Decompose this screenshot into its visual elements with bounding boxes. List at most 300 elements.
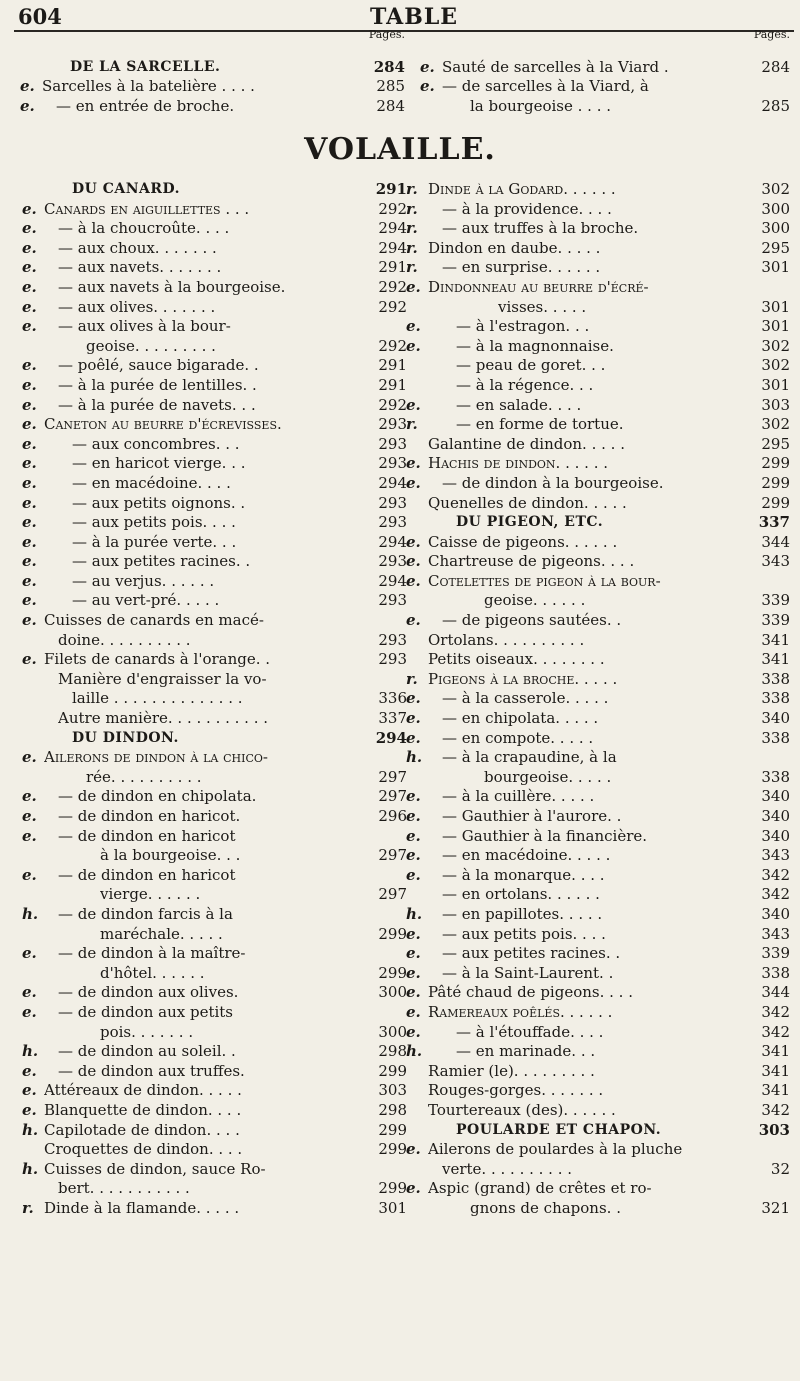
page-ref: 293 [378,513,407,532]
page-ref: 297 [378,846,407,865]
entry-text: — de dindon en haricot [58,826,236,845]
index-entry [406,670,790,690]
page-ref: 302 [761,415,790,434]
index-entry [22,631,407,651]
page-ref: 338 [761,767,790,786]
entry-text: — à la purée de navets. . . [58,395,256,414]
entry-marker: h. [406,1042,423,1061]
entry-text: — en entrée de broche. [56,96,235,115]
page-ref: 344 [761,983,790,1002]
entry-text: — en marinade. . . [456,1042,596,1061]
entry-marker: e. [22,1061,37,1080]
entry-text: — au vert-pré. . . . . [72,591,220,610]
index-entry [406,787,790,807]
index-entry [22,1081,407,1101]
entry-marker: h. [406,748,423,767]
page-ref: 299 [378,963,407,982]
heading-text: DU CANARD. [72,181,181,197]
page-ref: 300 [761,219,790,238]
entry-text: — de dindon farcis à la [58,904,233,923]
page-ref: 300 [761,199,790,218]
entry-text: geoise. . . . . . [484,591,586,610]
pages-label: Pages. [368,28,405,41]
index-entry [406,278,790,298]
entry-text: — aux olives à la bour- [58,317,231,336]
entry-text: — à la providence. . . . [442,199,612,218]
index-entry [406,1003,790,1023]
index-heading [406,1121,790,1141]
entry-text: gnons de chapons. . [470,1198,621,1217]
entry-marker: e. [22,944,37,963]
page-ref: 291 [378,356,407,375]
index-entry [22,709,407,729]
entry-marker: e. [406,1140,421,1159]
index-entry [406,846,790,866]
index-entry [406,807,790,827]
entry-text: Capilotade de dindon. . . . [44,1120,240,1139]
entry-text: Autre manière. . . . . . . . . . . [58,709,269,728]
entry-marker: e. [406,611,421,630]
index-entry [406,200,790,220]
index-entry [22,435,407,455]
index-entry [22,1179,407,1199]
entry-text: Blanquette de dindon. . . . [44,1100,242,1119]
entry-marker: e. [406,454,421,473]
entry-text: — à la magnonnaise. [456,336,614,355]
index-entry [22,944,407,964]
entry-marker: e. [22,238,37,257]
page-ref: 301 [761,317,790,336]
index-entry [406,533,790,553]
index-entry [22,552,407,572]
page-ref: 343 [761,924,790,943]
page-ref: 301 [378,1198,407,1217]
index-entry [22,356,407,376]
entry-marker: e. [22,395,37,414]
entry-text: — de dindon en haricot. [58,807,241,825]
index-heading [20,58,405,78]
page-ref: 301 [761,258,790,277]
entry-marker: e. [22,375,37,394]
left-column [22,180,407,1218]
entry-text: Cuisses de dindon, sauce Ro- [44,1159,266,1178]
page-ref: 294 [375,728,407,747]
index-entry [406,474,790,494]
page-ref: 284 [761,57,790,76]
entry-marker: e. [22,532,37,551]
page-ref: 303 [378,1081,407,1100]
page-ref: 338 [761,669,790,688]
index-entry [406,1062,790,1082]
index-entry [406,396,790,416]
entry-text: Cuisses de canards en macé- [44,611,264,630]
page-title: TABLE [370,4,459,30]
index-entry [22,689,407,709]
entry-text: Attéreaux de dindon. . . . . [44,1081,242,1100]
index-entry [406,219,790,239]
index-entry [22,298,407,318]
page-ref: 299 [378,1061,407,1080]
entry-text: laille . . . . . . . . . . . . . . [72,689,243,708]
index-entry [420,97,790,117]
entry-text: Chartreuse de pigeons. . . . [428,552,635,571]
page-ref: 294 [378,571,407,590]
index-entry [22,748,407,768]
entry-marker: e. [22,493,37,512]
index-entry [22,1121,407,1141]
page-ref: 302 [761,356,790,375]
page-ref: 299 [761,454,790,473]
entry-text: à la bourgeoise. . . [100,846,241,865]
page-ref: 298 [378,1042,407,1061]
entry-marker: e. [22,1002,37,1021]
page-ref: 338 [761,963,790,982]
index-entry [22,278,407,298]
index-entry [22,846,407,866]
index-entry [406,964,790,984]
index-entry [406,356,790,376]
index-entry [406,650,790,670]
top-right-column [420,28,790,116]
page-ref: 32 [770,1159,790,1178]
entry-text: Canards en aiguillettes . . . [44,199,250,218]
page-ref: 292 [378,297,407,316]
entry-text: — poêlé, sauce bigarade. . [58,356,259,375]
index-entry [406,317,790,337]
entry-marker: e. [406,846,421,865]
entry-text: Pigeons à la broche. . . . . [428,669,618,688]
page-ref: 291 [378,258,407,277]
index-entry [22,1101,407,1121]
entry-marker: e. [22,552,37,571]
page-ref: 341 [761,1081,790,1100]
entry-text: maréchale. . . . . [100,924,223,943]
entry-marker: e. [406,571,421,590]
entry-text: Ailerons de dindon à la chico- [44,748,268,767]
entry-text: Dindon en daube. . . . . [428,238,601,257]
entry-marker: e. [406,395,421,414]
page-ref: 342 [761,885,790,904]
page-ref: 291 [375,180,407,198]
entry-text: Manière d'engraisser la vo- [58,669,267,688]
page-ref: 339 [761,591,790,610]
entry-text: — aux petites racines. . [72,552,251,571]
index-entry [22,964,407,984]
index-entry [22,650,407,670]
page-ref: 341 [761,650,790,669]
index-entry [22,866,407,886]
page-ref: 338 [761,728,790,747]
index-entry [22,827,407,847]
index-entry [22,415,407,435]
page-ref: 301 [761,375,790,394]
entry-marker: r. [406,258,418,277]
entry-marker: e. [20,77,35,96]
index-entry [406,552,790,572]
entry-marker: e. [420,57,435,76]
index-entry [406,748,790,768]
index-entry [406,905,790,925]
page-ref: 302 [761,180,790,198]
entry-text: — en surprise. . . . . . [442,258,601,277]
section-title: VOLAILLE. [304,132,496,167]
entry-marker: e. [22,787,37,806]
entry-text: — de dindon aux petits [58,1002,233,1021]
entry-text: Pâté chaud de pigeons. . . . [428,983,633,1002]
entry-text: rée. . . . . . . . . . [86,767,202,786]
page-ref: 338 [761,689,790,708]
entry-marker: e. [22,415,37,434]
index-entry [22,1023,407,1043]
entry-text: — en salade. . . . [456,395,582,414]
entry-text: — à la monarque. . . . [442,865,605,884]
page-ref: 293 [378,454,407,473]
entry-text: — à l'étouffade. . . . [456,1022,604,1041]
entry-marker: h. [406,904,423,923]
page-ref: 343 [761,846,790,865]
index-entry [22,239,407,259]
entry-text: — en macédoine. . . . [72,473,231,492]
page-ref: 299 [761,473,790,492]
index-entry [420,58,790,78]
entry-marker: e. [420,77,435,96]
page-ref: 297 [378,787,407,806]
entry-text: — peau de goret. . . [456,356,606,375]
entry-marker: e. [406,689,421,708]
index-entry [406,1042,790,1062]
page-ref: 300 [378,983,407,1002]
page-ref: 339 [761,944,790,963]
entry-text: Rouges-gorges. . . . . . . [428,1081,604,1100]
entry-marker: r. [406,180,418,198]
heading-text: DE LA SARCELLE. [70,58,221,75]
entry-text: — aux choux. . . . . . . [58,238,217,257]
page-ref: 297 [378,885,407,904]
index-entry [406,1199,790,1219]
index-entry [406,827,790,847]
page-ref: 337 [378,709,407,728]
entry-text: — aux navets à la bourgeoise. [58,277,286,296]
page-number: 604 [18,4,62,29]
index-entry [22,768,407,788]
entry-text: — de dindon aux olives. [58,983,239,1002]
page-ref: 299 [378,1140,407,1159]
entry-marker: e. [22,473,37,492]
index-entry [406,494,790,514]
entry-marker: e. [22,983,37,1002]
index-entry [406,239,790,259]
page-ref: 299 [378,924,407,943]
index-entry [420,77,790,97]
index-entry [22,925,407,945]
entry-text: — aux petits pois. . . . [72,513,236,532]
page-ref: 341 [761,1061,790,1080]
page-ref: 339 [761,611,790,630]
page-ref: 295 [761,434,790,453]
heading-text: POULARDE ET CHAPON. [456,1121,662,1138]
entry-text: — à la purée de lentilles. . [58,375,257,394]
index-entry [22,670,407,690]
entry-text: Hachis de dindon. . . . . . [428,454,609,473]
entry-marker: e. [22,571,37,590]
entry-text: — de dindon aux truffes. [58,1061,245,1080]
index-entry [22,1140,407,1160]
page-ref: 293 [378,415,407,434]
entry-text: Ramier (le). . . . . . . . . [428,1061,595,1080]
page-ref: 302 [761,336,790,355]
index-entry [406,983,790,1003]
entry-marker: e. [22,277,37,296]
index-entry [406,1081,790,1101]
entry-marker: e. [22,454,37,473]
entry-text: — à la Saint-Laurent. . [442,963,614,982]
page-ref: 342 [761,1022,790,1041]
entry-text: Tourtereaux (des). . . . . . [428,1100,616,1119]
entry-text: — en compote. . . . . [442,728,594,747]
index-entry [406,729,790,749]
entry-marker: e. [22,748,37,767]
entry-marker: r. [406,415,418,434]
entry-text: — à la purée verte. . . [72,532,237,551]
entry-text: — de dindon au soleil. . [58,1042,236,1061]
entry-text: — de dindon à la maître- [58,944,246,963]
entry-marker: e. [406,709,421,728]
entry-text: — à la régence. . . [456,375,594,394]
index-entry [22,591,407,611]
entry-text: — en ortolans. . . . . . [442,885,600,904]
entry-text: Galantine de dindon. . . . . [428,434,625,453]
index-entry [406,258,790,278]
page-ref: 337 [758,513,790,532]
entry-marker: e. [406,787,421,806]
entry-text: — en forme de tortue. [456,415,624,434]
entry-text: — à la casserole. . . . . [442,689,609,708]
entry-text: doine. . . . . . . . . . [58,630,191,649]
page-ref: 300 [378,1022,407,1041]
page-ref: 342 [761,865,790,884]
page-ref: 344 [761,532,790,551]
page-ref: 341 [761,1042,790,1061]
page-ref: 299 [378,1179,407,1198]
page-ref: 297 [378,767,407,786]
entry-marker: e. [406,944,421,963]
index-entry [406,298,790,318]
entry-text: — aux navets. . . . . . . [58,258,222,277]
index-entry [22,1062,407,1082]
page-ref: 342 [761,1002,790,1021]
page-ref: 336 [378,689,407,708]
index-entry [22,533,407,553]
entry-text: — à la cuillère. . . . . [442,787,595,806]
entry-marker: e. [406,277,421,296]
index-entry [22,513,407,533]
entry-marker: e. [22,356,37,375]
index-entry [22,611,407,631]
index-entry [406,591,790,611]
entry-marker: r. [406,238,418,257]
entry-marker: e. [406,826,421,845]
entry-text: Ailerons de poulardes à la pluche [428,1140,683,1159]
entry-marker: e. [22,826,37,845]
page-ref: 292 [378,336,407,355]
entry-text: Caisse de pigeons. . . . . . [428,532,618,551]
entry-text: — aux truffes à la broche. [442,219,639,238]
entry-text: Ortolans. . . . . . . . . . [428,630,585,649]
index-entry [406,866,790,886]
index-entry [22,376,407,396]
entry-text: — en papillotes. . . . . [442,904,603,923]
page-ref: 294 [378,238,407,257]
index-heading [22,180,407,200]
page-ref: 294 [378,219,407,238]
index-entry [22,983,407,1003]
entry-text: — de dindon à la bourgeoise. [442,473,664,492]
heading-text: DU DINDON. [72,729,179,746]
entry-marker: e. [406,963,421,982]
entry-marker: h. [22,1042,39,1061]
index-entry [22,317,407,337]
entry-text: Quenelles de dindon. . . . . [428,493,627,512]
right-column [406,180,790,1218]
entry-text: — de sarcelles à la Viard, à [442,77,649,96]
page-ref: 284 [373,57,405,76]
entry-text: bert. . . . . . . . . . . [58,1179,190,1198]
entry-text: — de dindon en chipolata. [58,787,257,806]
entry-marker: e. [22,1081,37,1100]
page-ref: 341 [761,630,790,649]
index-entry [22,396,407,416]
index-entry [406,1179,790,1199]
entry-text: — aux petites racines. . [442,944,621,963]
entry-text: Caneton au beurre d'écrevisses. [44,415,282,434]
index-entry [406,435,790,455]
page-ref: 321 [761,1198,790,1217]
entry-text: la bourgeoise . . . . [470,96,611,115]
entry-marker: e. [20,96,35,115]
index-entry [406,768,790,788]
entry-text: Sarcelles à la batelière . . . . [42,77,255,96]
page-ref: 291 [378,375,407,394]
entry-marker: e. [22,611,37,630]
page-ref: 299 [761,493,790,512]
index-entry [406,1160,790,1180]
index-entry [406,415,790,435]
entry-text: Croquettes de dindon. . . . [44,1140,243,1159]
index-entry [22,1003,407,1023]
entry-text: geoise. . . . . . . . . [86,336,216,355]
index-entry [22,1199,407,1219]
index-entry [22,905,407,925]
entry-marker: e. [406,336,421,355]
entry-text: Dinde à la Godard. . . . . . [428,180,616,198]
index-entry [406,376,790,396]
entry-text: d'hôtel. . . . . . [100,963,205,982]
page-ref: 340 [761,807,790,825]
index-entry [20,77,405,97]
page-ref: 299 [378,1120,407,1139]
page-ref: 293 [378,650,407,669]
index-entry [406,631,790,651]
index-entry [406,337,790,357]
index-entry [22,454,407,474]
pages-label: Pages. [753,28,790,41]
index-entry [22,572,407,592]
heading-text: DU PIGEON, ETC. [456,514,604,531]
page-ref: 294 [378,532,407,551]
entry-text: — aux concombres. . . [72,434,240,453]
entry-marker: e. [406,317,421,336]
entry-marker: e. [22,591,37,610]
